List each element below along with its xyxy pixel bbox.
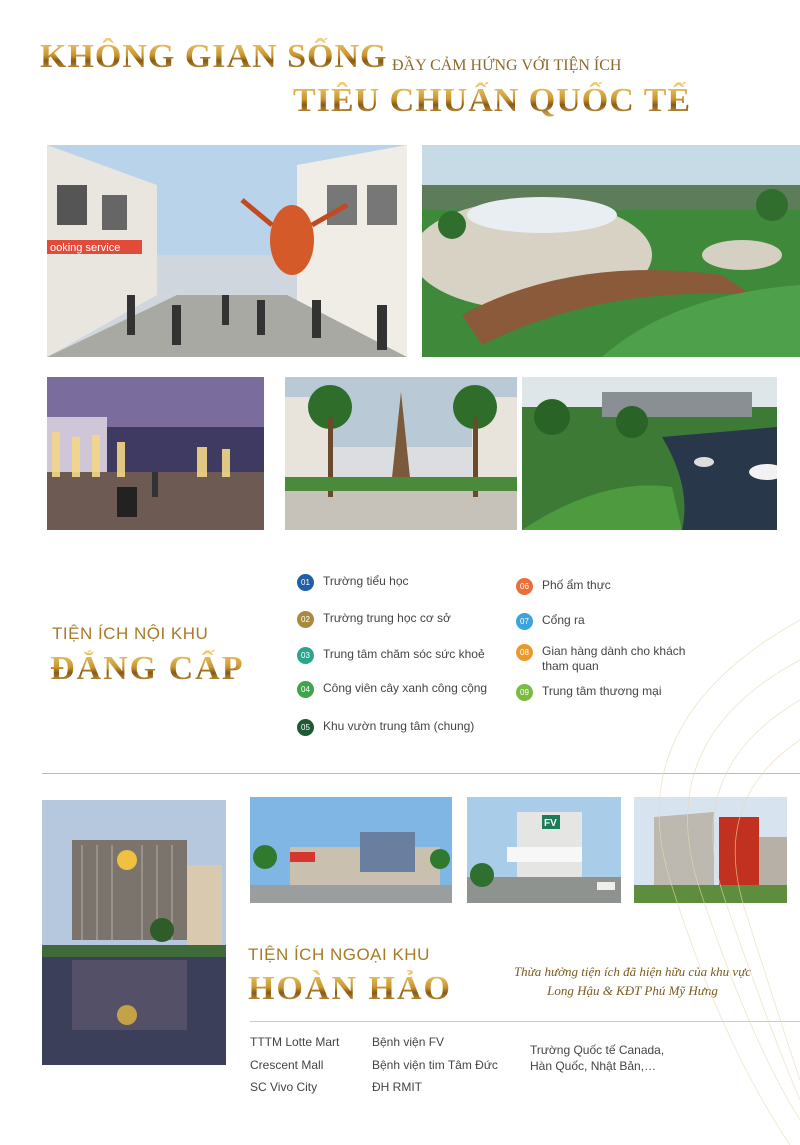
external-note-line2: Long Hậu & KĐT Phú Mỹ Hưng (547, 983, 718, 998)
external-section-title: HOÀN HẢO (248, 970, 452, 1007)
external-schools-line2: Hàn Quốc, Nhật Bản,… (530, 1059, 657, 1073)
amenity-item (297, 647, 493, 664)
photo-fv-hospital (467, 797, 621, 903)
photo-fountain-night (47, 377, 264, 530)
photo-lotte-mart (250, 797, 452, 903)
photo-river-lake (522, 377, 777, 530)
external-note-line1: Thừa hưởng tiện ích đã hiện hữu của khu vực (513, 964, 752, 979)
photo-central-park (422, 145, 800, 357)
amenity-number-badge: 07 (516, 613, 533, 630)
section-divider-small (250, 1021, 800, 1022)
photo-rmit-university (634, 797, 787, 903)
amenity-item (516, 644, 712, 674)
amenity-item (297, 719, 493, 736)
external-note (490, 962, 775, 1000)
external-item-schools (530, 1042, 664, 1074)
amenity-label: Công viên cây xanh công cộng (323, 681, 488, 695)
amenity-number-badge: 03 (297, 647, 314, 664)
page-title: KHÔNG GIAN SỐNG (40, 38, 388, 75)
external-item: Bệnh viện tim Tâm Đức (372, 1058, 498, 1072)
amenity-item (516, 613, 712, 630)
amenity-label: Trung tâm chăm sóc sức khoẻ (323, 647, 485, 661)
amenity-number-badge: 02 (297, 611, 314, 628)
amenity-label: Trường tiểu học (323, 574, 409, 588)
photo-eiffel-plaza (285, 377, 517, 530)
section-divider (42, 773, 800, 774)
amenity-label: Phố ẩm thực (542, 578, 611, 592)
photo-crescent-mall-reflection (42, 800, 226, 1065)
photo-food-street (47, 145, 407, 357)
external-item: SC Vivo City (250, 1080, 318, 1094)
street-sign: ooking service (50, 242, 121, 254)
amenity-number-badge: 05 (297, 719, 314, 736)
external-item: Bệnh viện FV (372, 1035, 445, 1049)
external-section-subtitle: TIỆN ÍCH NGOẠI KHU (248, 945, 430, 964)
amenity-number-badge: 04 (297, 681, 314, 698)
internal-section-title: ĐẲNG CẤP (50, 650, 245, 687)
external-item: Crescent Mall (250, 1058, 324, 1072)
amenity-item (297, 611, 493, 628)
external-item: TTTM Lotte Mart (250, 1035, 340, 1049)
amenity-label: Khu vườn trung tâm (chung) (323, 719, 475, 733)
amenity-label: Cổng ra (542, 613, 585, 627)
amenity-number-badge: 08 (516, 644, 533, 661)
amenity-number-badge: 09 (516, 684, 533, 701)
amenity-item (297, 681, 493, 698)
amenity-item (297, 574, 493, 591)
amenity-label: Trường trung học cơ sở (323, 611, 451, 625)
external-item: ĐH RMIT (372, 1080, 422, 1094)
amenity-number-badge: 06 (516, 578, 533, 595)
fv-sign: FV (544, 818, 557, 829)
external-schools-line1: Trường Quốc tế Canada, (530, 1043, 665, 1057)
amenity-item (516, 578, 712, 595)
amenity-label: Gian hàng dành cho khách tham quan (542, 644, 686, 673)
page-title-line2: TIÊU CHUẨN QUỐC TẾ (293, 82, 692, 119)
internal-section-subtitle: TIỆN ÍCH NỘI KHU (52, 624, 209, 643)
amenity-label: Trung tâm thương mại (542, 684, 662, 698)
amenity-number-badge: 01 (297, 574, 314, 591)
page-subtitle: ĐẦY CẢM HỨNG VỚI TIỆN ÍCH (392, 57, 622, 74)
amenity-item (516, 684, 712, 701)
